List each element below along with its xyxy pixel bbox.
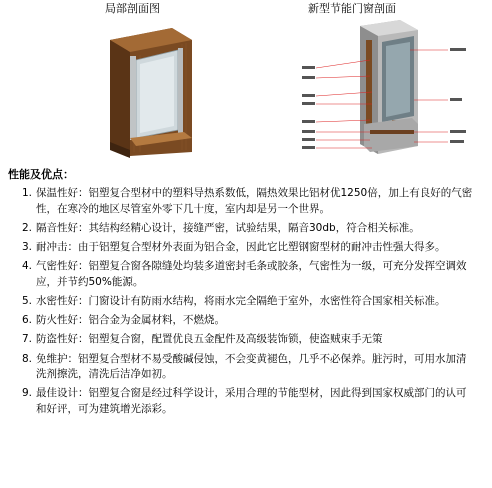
- feature-item: [8, 240, 474, 256]
- feature-item: [8, 186, 474, 217]
- feature-item: [8, 332, 474, 348]
- feature-number: 7.: [22, 333, 33, 346]
- feature-number: 6.: [22, 314, 33, 327]
- feature-number: 9.: [22, 387, 33, 400]
- frame-side: [110, 40, 130, 156]
- feature-text: 耐冲击：由于铝塑复合型材外表面为铝合金，因此它比塑钢窗型材的耐冲击性强大得多。: [36, 240, 446, 253]
- feature-number: 8.: [22, 352, 33, 365]
- feature-item: [8, 259, 474, 290]
- section-title: 性能及优点：: [8, 168, 74, 181]
- right-figure-title: 新型节能门窗剖面: [308, 2, 396, 15]
- aluminum-strip: [130, 56, 136, 140]
- feature-text: 防火性好：铝合金为金属材料，不燃烧。: [36, 314, 225, 327]
- feature-text: 水密性好：门窗设计有防雨水结构，将雨水完全隔绝于室外，水密性符合国家相关标准。: [36, 294, 446, 307]
- feature-item: [8, 221, 474, 237]
- feature-text: 保温性好：铝塑复合型材中的塑料导热系数低，隔热效果比铝材优1250倍，加上有良好的气密性，在寒冷的地区尽管室外零下几十度，室内却是另一个世界。: [36, 187, 473, 215]
- feature-text: 免维护：铝塑复合型材不易受酸碱侵蚀，不会变黄褪色，几乎不必保养。脏污时，可用水加清洗剂擦洗，清洗后洁净如初。: [36, 352, 467, 381]
- feature-number: 1.: [22, 187, 33, 199]
- feature-text: 气密性好：铝塑复合窗各隙缝处均装多道密封毛条或胶条，气密性为一级，可充分发挥空调效应，并节约50%能源。: [36, 260, 467, 288]
- feature-number: 4.: [22, 260, 33, 273]
- left-figure-title: 局部剖面图: [105, 2, 160, 15]
- feature-number: 5.: [22, 294, 33, 307]
- feature-list: [8, 186, 488, 421]
- energy-saving-section-image: [300, 20, 472, 160]
- feature-text: 最佳设计：铝塑复合窗是经过科学设计，采用合理的节能型材，因此得到国家权威部门的认可和好评，可为建筑增光添彩。: [36, 387, 467, 415]
- feature-item: [8, 294, 474, 310]
- feature-text: 隔音性好：其结构经精心设计，接缝严密，试验结果，隔音30db，符合相关标准。: [36, 221, 420, 234]
- feature-item: [8, 352, 474, 383]
- local-section-image: [100, 20, 196, 160]
- feature-item: [8, 386, 474, 417]
- feature-item: [8, 313, 474, 329]
- feature-number: 2.: [22, 221, 33, 234]
- feature-text: 防盗性好：铝塑复合窗，配置优良五金配件及高级装饰锁，使盗贼束手无策: [36, 333, 383, 346]
- feature-number: 3.: [22, 240, 33, 253]
